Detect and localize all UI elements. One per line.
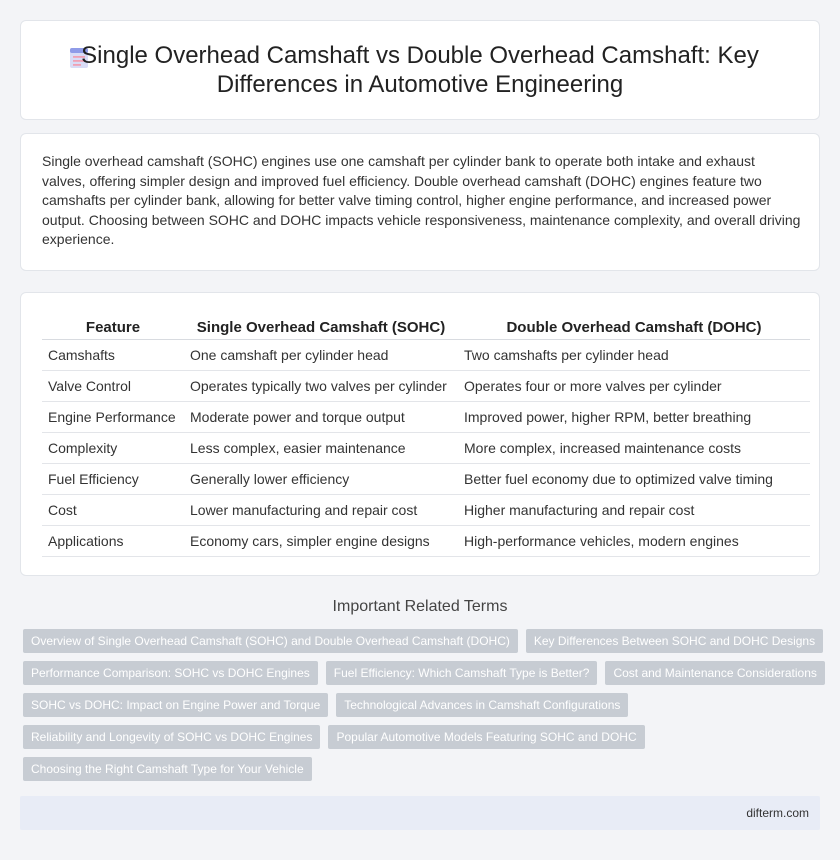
cell-sohc: Lower manufacturing and repair cost: [184, 494, 458, 525]
related-term-tag[interactable]: Overview of Single Overhead Camshaft (SOHC) and Double Overhead Camshaft (DOHC): [23, 629, 518, 653]
header-feature: Feature: [42, 317, 184, 339]
related-term-tag[interactable]: Fuel Efficiency: Which Camshaft Type is Better?: [326, 661, 598, 685]
cell-sohc: Operates typically two valves per cylinder: [184, 370, 458, 401]
footer: [20, 796, 820, 830]
related-term-tag[interactable]: Cost and Maintenance Considerations: [605, 661, 824, 685]
table-row: [42, 339, 810, 370]
cell-dohc: Better fuel economy due to optimized valve timing: [458, 463, 810, 494]
related-term-tag[interactable]: Performance Comparison: SOHC vs DOHC Engines: [23, 661, 318, 685]
intro-card: [20, 133, 820, 271]
cell-dohc: High-performance vehicles, modern engines: [458, 525, 810, 556]
cell-sohc: Economy cars, simpler engine designs: [184, 525, 458, 556]
cell-feature: Engine Performance: [42, 401, 184, 432]
related-term-tag[interactable]: Key Differences Between SOHC and DOHC Designs: [526, 629, 823, 653]
table-row: [42, 463, 810, 494]
cell-feature: Complexity: [42, 432, 184, 463]
related-term-tag[interactable]: Popular Automotive Models Featuring SOHC and DOHC: [328, 725, 644, 749]
related-term-tag[interactable]: Reliability and Longevity of SOHC vs DOHC Engines: [23, 725, 320, 749]
cell-sohc: Less complex, easier maintenance: [184, 432, 458, 463]
cell-sohc: Moderate power and torque output: [184, 401, 458, 432]
table-row: [42, 525, 810, 556]
cell-dohc: Higher manufacturing and repair cost: [458, 494, 810, 525]
cell-sohc: One camshaft per cylinder head: [184, 339, 458, 370]
page-title: Single Overhead Camshaft vs Double Overhead Camshaft: Key Differences in Automotive Engineering: [81, 42, 759, 98]
comparison-table: [42, 317, 810, 557]
intro-paragraph: Single overhead camshaft (SOHC) engines use one camshaft per cylinder bank to operate both intake and exhaust valves, offering simpler design and improved fuel efficiency. Double overhead camshaft (DOHC) engines feature two camshafts per cylinder bank, allowing for better valve timing control, higher engine performance, and increased power output. Choosing between SOHC and DOHC impacts vehicle responsiveness, maintenance complexity, and overall driving experience.: [42, 153, 801, 247]
title-card: [20, 20, 820, 120]
cell-feature: Camshafts: [42, 339, 184, 370]
cell-feature: Cost: [42, 494, 184, 525]
footer-site-link[interactable]: difterm.com: [746, 806, 809, 820]
cell-dohc: Operates four or more valves per cylinder: [458, 370, 810, 401]
table-row: [42, 401, 810, 432]
table-row: [42, 370, 810, 401]
table-header-row: [42, 317, 810, 339]
cell-dohc: More complex, increased maintenance costs: [458, 432, 810, 463]
cell-dohc: Improved power, higher RPM, better breathing: [458, 401, 810, 432]
related-term-tag[interactable]: Choosing the Right Camshaft Type for Your Vehicle: [23, 757, 312, 781]
header-dohc: Double Overhead Camshaft (DOHC): [458, 317, 810, 339]
related-terms-list: [23, 629, 823, 789]
related-term-tag[interactable]: SOHC vs DOHC: Impact on Engine Power and Torque: [23, 693, 328, 717]
table-row: [42, 494, 810, 525]
cell-feature: Fuel Efficiency: [42, 463, 184, 494]
cell-dohc: Two camshafts per cylinder head: [458, 339, 810, 370]
cell-feature: Applications: [42, 525, 184, 556]
related-term-tag[interactable]: Technological Advances in Camshaft Configurations: [336, 693, 628, 717]
related-terms-heading: Important Related Terms: [332, 598, 508, 615]
table-row: [42, 432, 810, 463]
cell-feature: Valve Control: [42, 370, 184, 401]
comparison-card: [20, 292, 820, 576]
header-sohc: Single Overhead Camshaft (SOHC): [184, 317, 458, 339]
cell-sohc: Generally lower efficiency: [184, 463, 458, 494]
